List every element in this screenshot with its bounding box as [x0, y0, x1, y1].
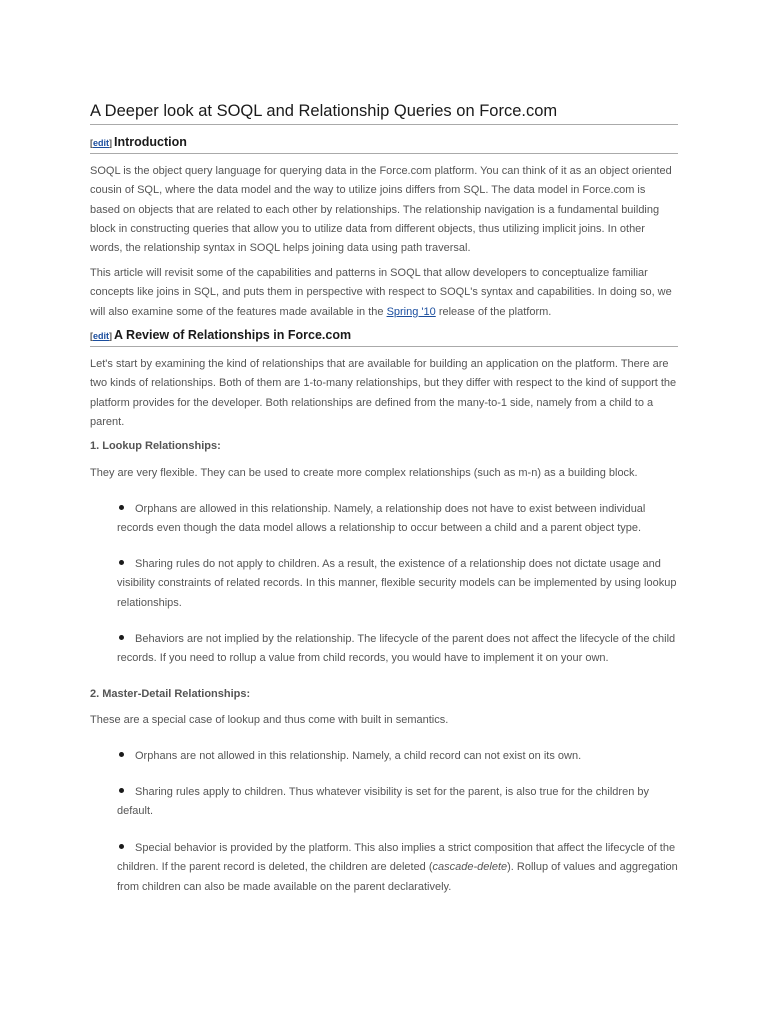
bullet-icon [119, 560, 124, 565]
list-item-text: Sharing rules do not apply to children. As a result, the existence of a relationship does not dictate usage and visibility constraints of related records. In this manner, flexible security models can be implemented by using lookup relationships. [117, 558, 677, 609]
list-item [117, 555, 680, 613]
edit-link-introduction[interactable]: edit [93, 138, 110, 148]
lookup-heading: 1. Lookup Relationships: [90, 440, 221, 452]
intro-paragraph-2 [90, 264, 678, 322]
intro-paragraph-2-tail: release of the platform. [435, 305, 552, 318]
intro-paragraph-2-text: This article will revisit some of the capabilities and patterns in SOQL that allow developers to conceptualize familiar concepts like joins in SQL, and puts them in perspective with respect to SOQL's syntax and capabilities. In doing so, we will also examine some of the features made available in the [90, 267, 672, 318]
bullet-icon [119, 505, 124, 510]
bullet-icon [119, 635, 124, 640]
section-title-review: A Review of Relationships in Force.com [114, 328, 352, 342]
edit-link-wrapper: [edit] [90, 331, 113, 341]
list-item [117, 839, 680, 897]
section-title-introduction: Introduction [114, 135, 187, 149]
bullet-icon [119, 788, 124, 793]
list-item-text-start: Special behavior is provided by the platform. This also implies a strict composition that affect the lifecycle of the children. If the parent record is deleted, the children are deleted ( [117, 842, 676, 874]
spring-10-link[interactable]: Spring '10 [386, 305, 436, 318]
list-item-text-end: ). Rollup of values and aggregation from children can also be made available on the parent declaratively. [117, 861, 678, 893]
review-paragraph: Let's start by examining the kind of relationships that are available for building an application on the platform. There are two kinds of relationships. Both of them are 1-to-many relationships, but they differ with respect to the kind of support the platform provides for the developer. Both relationships are defined from the many-to-1 side, namely from a child to a parent. [90, 358, 677, 428]
list-item-text: Behaviors are not implied by the relationship. The lifecycle of the parent does not affect the lifecycle of the child records. If you need to rollup a value from child records, you would have to implement it on your own. [117, 633, 676, 665]
master-detail-heading: 2. Master-Detail Relationships: [90, 688, 251, 700]
bullet-icon [119, 844, 124, 849]
list-item-text: Orphans are not allowed in this relationship. Namely, a child record can not exist on its own. [135, 750, 582, 762]
bullet-icon [119, 752, 124, 757]
lookup-description: They are very flexible. They can be used to create more complex relationships (such as m-n) as a building block. [90, 467, 638, 479]
list-item [117, 783, 680, 822]
page-title: A Deeper look at SOQL and Relationship Queries on Force.com [90, 99, 678, 125]
list-item [117, 500, 680, 539]
intro-paragraph-1: SOQL is the object query language for querying data in the Force.com platform. You can think of it as an object oriented cousin of SQL, where the data model and the way to utilize joins differs from SQL. The data model in Force.com is based on objects that are related to each other by relationships. The relationship navigation is a fundamental building block in constructing queries that allow you to utilize data from different objects, thus utilizing implicit joins. In other words, the relationship syntax in SOQL helps joining data using path traversal. [90, 165, 672, 255]
section-heading-review [90, 323, 678, 347]
cascade-delete-term: cascade-delete [432, 861, 508, 874]
list-item-text: Orphans are allowed in this relationship. Namely, a relationship does not have to exist between individual records even though the data model allows a relationship to occur between a child and a parent object type. [117, 503, 646, 535]
list-item [117, 630, 680, 669]
list-item [117, 747, 680, 766]
section-heading-introduction [90, 130, 678, 154]
list-item-text: Sharing rules apply to children. Thus whatever visibility is set for the parent, is also true for the children by default. [117, 786, 649, 818]
edit-link-review[interactable]: edit [93, 331, 110, 341]
master-detail-description: These are a special case of lookup and thus come with built in semantics. [90, 714, 449, 726]
edit-link-wrapper: [edit] [90, 138, 113, 148]
